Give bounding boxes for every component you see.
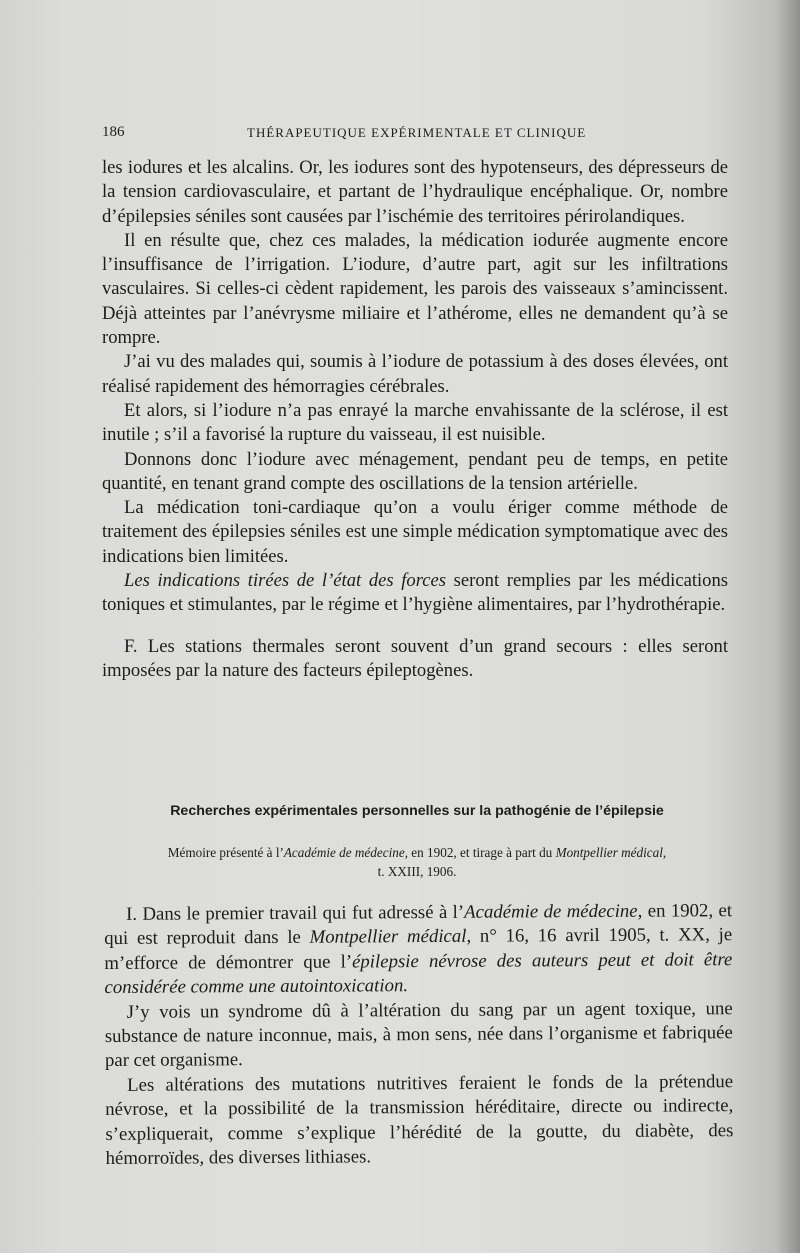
thesis-italic: épilepsie névrose des auteurs peut et doit être considérée comme une autointoxication. [104,948,733,999]
memoire-middle: en 1902, et tirage à part du [408,845,556,860]
italic-lead: Les indications tirées de l’état des forces [124,570,447,592]
text-run: n° 16, 16 avril 1905, t. XX, je m’efforce de démontrer que l’ [104,924,733,974]
paragraph: J’y vois un syndrome dû à l’altération du sang par un agent toxique, une substance de nature inconnue, mais, à mon sens, née dans l’organisme et fabriquée par cet organisme. [104,997,733,1072]
running-header [102,120,728,144]
text-run: en 1902, et qui est reproduit dans le [104,900,733,950]
paragraph-forces [102,569,728,618]
paragraph: La médication toni-cardiaque qu’on a voulu ériger comme méthode de traitement des épilepsies séniles est une simple médication symptomatique avec des indications bien limitées. [102,497,728,567]
memoire-prefix: Mémoire présenté à l’ [167,845,284,860]
text-run: I. Dans le premier travail qui fut adressé à l’ [126,901,465,925]
paragraph: Il en résulte que, chez ces malades, la médication iodurée augmente encore l’insuffisance de l’irrigation. L’iodure, d’autre part, agit sur les infiltrations vasculaires. Si celles-ci cèdent rapidement, les parois des vaisseaux s’amincissent. Déjà atteintes par l’anévrysme miliaire et l’athérome, elles ne demandent qu’à se rompre. [102,229,728,349]
memoire-volume: t. XXIII, 1906. [377,864,457,879]
paragraph: Les altérations des mutations nutritives feraient le fonds de la prétendue névrose, et la possibilité de la transmission héréditaire, directe ou indirecte, s’expliquerait, comme s’explique l’hérédité de la goutte, du diabète, des hémorroïdes, des diverses lithiases. [105,1071,734,1170]
paragraph: les iodures et les alcalins. Or, les iodures sont des hypotenseurs, des dépresseurs de la tension cardiovasculaire, et partant de l’hydraulique encéphalique. Or, nombre d’épilepsies séniles sont causées par l’ischémie des territoires périrolandiques. [102,157,728,227]
paragraph: Et alors, si l’iodure n’a pas enrayé la marche envahissante de la sclérose, il est inutile ; s’il a favorisé la rupture du vaisseau, il est nuisible. [102,399,728,446]
running-title: THÉRAPEUTIQUE EXPÉRIMENTALE ET CLINIQUE [247,125,587,140]
academie-italic: Académie de médecine, [464,900,643,923]
journal-italic: Montpellier médical, [309,926,472,949]
main-text [102,156,728,683]
memoire-note [104,843,730,881]
paragraph-rest: seront remplies par les médications toniques et stimulantes, par le régime et l’hygiène alimentaires, par l’hydrothérapie. [102,570,729,616]
section-text [104,899,734,1171]
section-title: Recherches expérimentales personnelles sur la pathogénie de l’épilepsie [170,803,664,819]
paragraph-stations: F. Les stations thermales seront souvent d’un grand secours : elles seront imposées par la nature des facteurs épileptogènes. [102,635,728,681]
page-number: 186 [102,124,125,140]
paragraph: Donnons donc l’iodure avec ménagement, pendant peu de temps, en petite quantité, en tenant grand compte des oscillations de la tension artérielle. [102,448,728,494]
memoire-academie: Académie de médecine, [283,845,408,860]
paragraph: J’ai vu des malades qui, soumis à l’iodure de potassium à des doses élevées, ont réalisé rapidement des hémorragies cérébrales. [102,351,728,397]
paragraph-section-1 [104,899,733,1000]
memoire-journal: Montpellier médical, [555,845,667,860]
